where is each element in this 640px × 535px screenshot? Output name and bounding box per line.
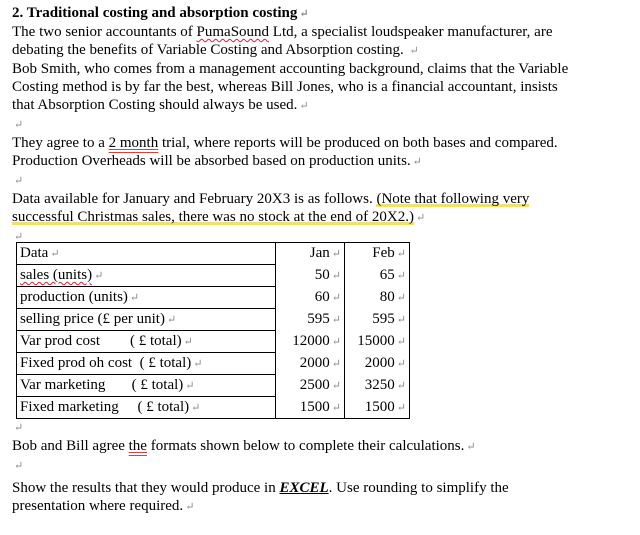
- value-text: 50: [314, 267, 330, 283]
- cell-mark-icon: ↵: [396, 314, 406, 326]
- para3-text-a: Data available for January and February 20X3 is as follows.: [12, 191, 377, 207]
- header-text: Feb: [372, 245, 395, 262]
- jan-value: [276, 265, 345, 287]
- para4-text-b: formats shown below to complete their calculations.: [146, 438, 465, 454]
- empty-paragraph: [12, 418, 622, 437]
- cell-mark-icon: ↵: [129, 292, 140, 304]
- para4-the: the: [128, 438, 147, 454]
- feb-value: [345, 397, 410, 419]
- empty-paragraph: [12, 115, 622, 134]
- value-text: 2500: [299, 377, 330, 393]
- paragraph-mark-icon: ↵: [409, 45, 419, 57]
- cell-mark-icon: ↵: [94, 270, 104, 282]
- para3-line1: [12, 190, 622, 208]
- paragraph-mark-icon: ↵: [14, 460, 24, 472]
- jan-value: [276, 353, 345, 375]
- row-label: [17, 331, 276, 353]
- para5-line1: [12, 479, 622, 497]
- jan-value: [276, 397, 345, 419]
- para2-line2: [12, 152, 622, 171]
- para1-text-l2: debating the benefits of Variable Costing and Absorption costing.: [12, 42, 408, 58]
- feb-value: [345, 265, 410, 287]
- cell-mark-icon: ↵: [331, 292, 341, 304]
- table-row: [17, 287, 410, 309]
- para5-line2: [12, 497, 622, 516]
- value-text: 60: [314, 289, 330, 305]
- cell-mark-icon: ↵: [331, 248, 341, 261]
- para3-line2: [12, 208, 622, 227]
- feb-value: [345, 331, 410, 353]
- cell-mark-icon: ↵: [331, 314, 341, 326]
- feb-value: [345, 309, 410, 331]
- paragraph-mark-icon: ↵: [299, 100, 309, 112]
- empty-paragraph: [12, 456, 622, 475]
- jan-value: [276, 331, 345, 353]
- data-table: [16, 242, 410, 419]
- table-header-data: [17, 243, 276, 265]
- para2-text-a: They agree to a: [12, 135, 109, 151]
- row-label: [17, 265, 276, 287]
- label-text: selling price (£ per unit): [20, 311, 165, 327]
- para3-note-b: successful Christmas sales, there was no stock at the end of 20X2.): [12, 209, 414, 225]
- cell-mark-icon: ↵: [396, 248, 406, 261]
- cell-mark-icon: ↵: [331, 336, 341, 348]
- value-text: 2000: [364, 355, 395, 371]
- value-text: 80: [379, 289, 395, 305]
- cell-mark-icon: ↵: [331, 380, 341, 392]
- cell-mark-icon: ↵: [396, 292, 406, 304]
- cell-mark-icon: ↵: [331, 358, 341, 370]
- feb-value: [345, 287, 410, 309]
- cell-mark-icon: ↵: [396, 401, 406, 414]
- paragraph-mark-icon: ↵: [14, 119, 24, 131]
- cell-mark-icon: ↵: [396, 270, 406, 282]
- para1-line4: Costing method is by far the best, whereas Bill Jones, who is a financial accountant, insists: [12, 79, 558, 95]
- heading: [12, 4, 622, 23]
- table-header-jan: [276, 243, 345, 265]
- cell-mark-icon: ↵: [193, 358, 203, 370]
- paragraph-mark-icon: ↵: [14, 422, 24, 434]
- trial-length: 2 month: [108, 135, 159, 151]
- table-row: [17, 309, 410, 331]
- para2-line1: [12, 134, 622, 152]
- value-text: 1500: [299, 398, 330, 415]
- value-text: 12000: [292, 333, 330, 349]
- feb-value: [345, 353, 410, 375]
- company-name: PumaSound: [196, 24, 270, 40]
- table-row: [17, 375, 410, 397]
- empty-paragraph: [12, 171, 622, 190]
- cell-mark-icon: ↵: [331, 270, 341, 282]
- cell-mark-icon: ↵: [50, 248, 60, 260]
- para1-line1: [12, 23, 622, 41]
- para1-text-b: Ltd, a specialist loudspeaker manufacturer, are: [269, 24, 553, 40]
- value-text: 65: [379, 267, 395, 283]
- cell-mark-icon: ↵: [396, 380, 406, 392]
- table-header-row: [17, 243, 410, 265]
- row-label: [17, 353, 276, 375]
- para2-text-b: trial, where reports will be produced on both bases and compared.: [158, 135, 558, 151]
- row-label: [17, 397, 276, 419]
- label-text: Fixed marketing ( £ total): [20, 399, 190, 415]
- value-text: 3250: [364, 377, 395, 393]
- para2-text-l2: Production Overheads will be absorbed based on production units.: [12, 153, 411, 169]
- jan-value: [276, 309, 345, 331]
- label-text: Fixed prod oh cost ( £ total): [20, 355, 192, 371]
- paragraph-mark-icon: ↵: [466, 441, 476, 453]
- cell-mark-icon: ↵: [396, 358, 406, 370]
- para1-line2: [12, 41, 622, 60]
- cell-mark-icon: ↵: [331, 401, 341, 414]
- para3-note-a: (Note that following very: [376, 191, 530, 207]
- document-body: [12, 4, 622, 246]
- row-label: [17, 287, 276, 309]
- table-row: [17, 397, 410, 419]
- table-header-feb: [345, 243, 410, 265]
- cell-mark-icon: ↵: [183, 336, 193, 348]
- jan-value: [276, 375, 345, 397]
- label-text: Var marketing ( £ total): [20, 377, 184, 393]
- label-text: Var prod cost ( £ total): [20, 333, 182, 349]
- table-row: [17, 331, 410, 353]
- after-table-section: [12, 418, 622, 516]
- header-text: Jan: [309, 245, 330, 262]
- label-text: production (units): [20, 289, 128, 305]
- paragraph-mark-icon: ↵: [14, 175, 24, 187]
- para5-text-a: Show the results that they would produce in: [12, 480, 280, 496]
- value-text: 595: [372, 311, 395, 327]
- para1-text-l5: that Absorption Costing should always be used.: [12, 97, 298, 113]
- jan-value: [276, 287, 345, 309]
- table-row: [17, 265, 410, 287]
- header-text: Data: [20, 245, 49, 261]
- feb-value: [345, 375, 410, 397]
- row-label: [17, 375, 276, 397]
- paragraph-mark-icon: ↵: [416, 212, 426, 224]
- label-text: sales (units): [20, 267, 93, 283]
- para1-text-a: The two senior accountants of: [12, 24, 197, 40]
- value-text: 2000: [299, 355, 330, 371]
- cell-mark-icon: ↵: [396, 336, 406, 348]
- paragraph-mark-icon: ↵: [299, 8, 309, 20]
- para4-line1: [12, 437, 622, 456]
- row-label: [17, 309, 276, 331]
- heading-text: 2. Traditional costing and absorption costing: [12, 5, 298, 21]
- cell-mark-icon: ↵: [166, 314, 177, 326]
- para1-line5: [12, 96, 622, 115]
- cell-mark-icon: ↵: [185, 380, 195, 392]
- paragraph-mark-icon: ↵: [412, 156, 422, 168]
- value-text: 595: [307, 311, 330, 327]
- para5-text-b: . Use rounding to simplify the: [328, 480, 509, 496]
- excel-word: EXCEL: [279, 480, 329, 496]
- para5-text-l2: presentation where required.: [12, 498, 184, 514]
- para1-line3: Bob Smith, who comes from a management accounting background, claims that the Variable: [12, 61, 569, 77]
- paragraph-mark-icon: ↵: [14, 231, 24, 243]
- table-row: [17, 353, 410, 375]
- cell-mark-icon: ↵: [191, 402, 201, 414]
- para4-text-a: Bob and Bill agree: [12, 438, 129, 454]
- paragraph-mark-icon: ↵: [185, 501, 195, 513]
- value-text: 15000: [357, 333, 395, 349]
- value-text: 1500: [364, 398, 395, 415]
